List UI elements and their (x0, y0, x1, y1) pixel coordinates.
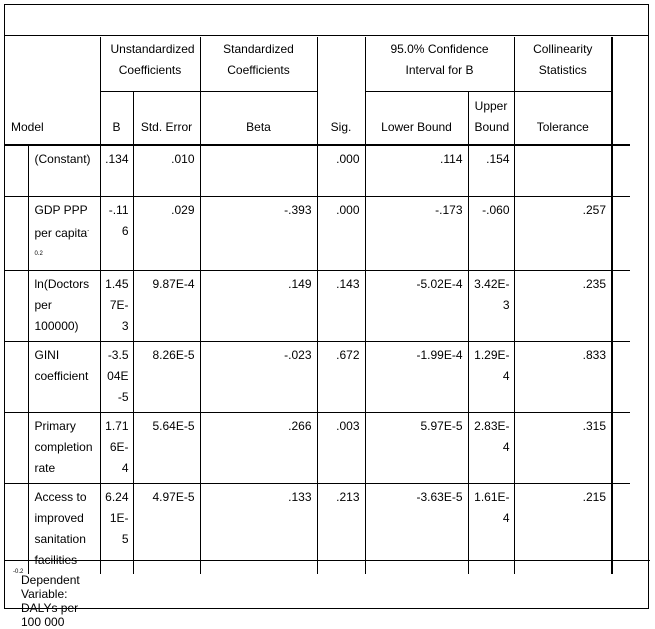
cell-std-error (133, 342, 200, 413)
col-header-model: Model (5, 37, 100, 145)
cell-tolerance (514, 342, 612, 413)
cell-lower-bound (365, 342, 468, 413)
cell-lower-bound (365, 413, 468, 484)
col-header-standardized: Standardized Coefficients (200, 37, 317, 92)
footnote (5, 560, 650, 629)
col-header-unstandardized: Unstandardized Coefficients (100, 37, 200, 92)
row-filler (612, 145, 630, 197)
col-header-tolerance: Tolerance (514, 92, 612, 146)
cell-beta-text: -.023 (284, 348, 312, 362)
cell-std-error (133, 197, 200, 271)
cell-sig-text: .000 (336, 203, 360, 217)
row-label (28, 271, 100, 342)
cell-upper-bound-text: 1.61E-4 (474, 490, 510, 525)
cell-beta-text: .149 (288, 277, 312, 291)
row-filler (612, 342, 630, 413)
table-row (5, 197, 630, 271)
cell-tolerance (514, 413, 612, 484)
header-filler (612, 92, 630, 146)
col-header-collinearity: Collinearity Statistics (514, 37, 612, 92)
cell-beta (200, 145, 317, 197)
cell-b (100, 342, 133, 413)
cell-tolerance-text: .315 (582, 419, 606, 433)
table-row (5, 271, 630, 342)
cell-b (100, 271, 133, 342)
cell-std-error-text: .029 (171, 203, 195, 217)
cell-lower-bound-text: .114 (440, 152, 463, 166)
cell-lower-bound-text: -3.63E-5 (416, 490, 463, 504)
row-label-text: Primary completion rate (34, 419, 93, 475)
cell-sig-text: .000 (336, 152, 360, 166)
row-filler (612, 271, 630, 342)
cell-b-text: 1.716E-4 (105, 419, 129, 475)
row-label-text: GINI coefficient (34, 348, 89, 383)
cell-upper-bound-text: 2.83E-4 (474, 419, 510, 454)
cell-sig-text: .143 (336, 277, 360, 291)
cell-sig (317, 145, 365, 197)
cell-beta (200, 197, 317, 271)
cell-upper-bound-text: 1.29E-4 (474, 348, 510, 383)
cell-upper-bound-text: -.060 (482, 203, 510, 217)
cell-b-text: 6.241E-5 (105, 490, 129, 546)
row-label-text: GDP PPP per capita (34, 203, 88, 240)
table-row (5, 342, 630, 413)
cell-std-error (133, 271, 200, 342)
cell-lower-bound-text: -5.02E-4 (416, 277, 463, 291)
cell-lower-bound-text: -.173 (435, 203, 463, 217)
col-header-lower-bound: Lower Bound (365, 92, 468, 146)
cell-b (100, 145, 133, 197)
cell-std-error (133, 413, 200, 484)
cell-sig-text: .672 (336, 348, 360, 362)
row-filler (612, 413, 630, 484)
cell-std-error-text: 5.64E-5 (152, 419, 195, 433)
cell-std-error-text: 9.87E-4 (152, 277, 195, 291)
cell-std-error-text: 4.97E-5 (152, 490, 195, 504)
row-indent-cell (5, 342, 28, 413)
coefficients-table-frame (4, 4, 649, 629)
cell-tolerance-text: .257 (582, 203, 606, 217)
row-indent-cell (5, 413, 28, 484)
cell-beta (200, 271, 317, 342)
table-row (5, 145, 630, 197)
row-label (28, 413, 100, 484)
cell-upper-bound-text: 3.42E-3 (474, 277, 510, 312)
row-filler (612, 197, 630, 271)
cell-sig (317, 413, 365, 484)
table-title-strip (5, 5, 648, 36)
col-header-sig: Sig. (317, 37, 365, 145)
coefficients-table (5, 37, 630, 574)
row-indent-cell (5, 271, 28, 342)
footnote-superscript: -0.2 (13, 569, 24, 575)
cell-upper-bound (468, 271, 514, 342)
cell-upper-bound (468, 342, 514, 413)
cell-lower-bound (365, 271, 468, 342)
cell-sig-text: .003 (336, 419, 360, 433)
cell-sig-text: .213 (336, 490, 360, 504)
cell-beta-text: -.393 (284, 203, 312, 217)
cell-beta-text: .133 (288, 490, 312, 504)
cell-tolerance-text: .235 (582, 277, 606, 291)
cell-tolerance (514, 145, 612, 197)
cell-b-text: .134 (105, 152, 129, 166)
cell-b (100, 413, 133, 484)
cell-upper-bound (468, 145, 514, 197)
cell-lower-bound (365, 145, 468, 197)
header-filler (612, 37, 630, 92)
table-row (5, 413, 630, 484)
cell-b (100, 197, 133, 271)
cell-tolerance-text: .833 (582, 348, 606, 362)
cell-std-error-text: .010 (171, 152, 195, 166)
cell-beta-text: .266 (288, 419, 312, 433)
cell-lower-bound-text: -1.99E-4 (416, 348, 463, 362)
cell-upper-bound (468, 197, 514, 271)
cell-tolerance (514, 197, 612, 271)
cell-sig (317, 342, 365, 413)
cell-upper-bound (468, 413, 514, 484)
cell-sig (317, 271, 365, 342)
cell-sig (317, 197, 365, 271)
cell-std-error-text: 8.26E-5 (152, 348, 195, 362)
col-header-upper-bound: Upper Bound (468, 92, 514, 146)
cell-std-error (133, 145, 200, 197)
col-header-beta: Beta (200, 92, 317, 146)
cell-beta (200, 342, 317, 413)
row-label (28, 342, 100, 413)
row-label-text: (Constant) (34, 152, 91, 166)
cell-b-text: 1.457E-3 (105, 277, 129, 333)
row-indent-cell (5, 197, 28, 271)
col-header-b: B (100, 92, 133, 146)
cell-beta (200, 413, 317, 484)
col-header-confidence-interval: 95.0% Confidence Interval for B (365, 37, 514, 92)
cell-tolerance-text: .215 (582, 490, 606, 504)
cell-lower-bound-text: 5.97E-5 (420, 419, 463, 433)
cell-b-text: -3.504E-5 (107, 348, 129, 404)
row-label-superscript: -0.2 (34, 228, 90, 257)
row-label-text: Access to improved sanitation facilities (34, 490, 87, 567)
cell-b-text: -.116 (108, 203, 129, 238)
cell-upper-bound-text: .154 (486, 152, 510, 166)
header-row-1 (5, 37, 630, 92)
row-label-text: ln(Doctors per 100000) (34, 277, 90, 333)
col-header-std-error: Std. Error (133, 92, 200, 146)
row-indent-cell (5, 145, 28, 197)
table-body (5, 145, 630, 574)
cell-tolerance (514, 271, 612, 342)
footnote-text: Dependent Variable: DALYs per 100 000 (21, 573, 80, 629)
row-label (28, 197, 100, 271)
cell-lower-bound (365, 197, 468, 271)
row-label (28, 145, 100, 197)
